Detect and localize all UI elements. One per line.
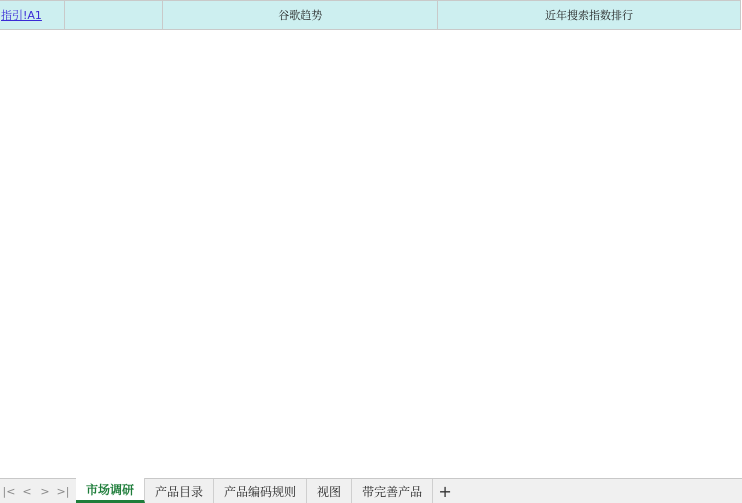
- sheet-tab-product-catalog[interactable]: 产品目录: [145, 479, 214, 503]
- sheet-tab-market-research[interactable]: 市场调研: [76, 478, 145, 503]
- sheet-tab-bar: [0, 478, 742, 503]
- sheet-tab-view[interactable]: 视图: [307, 479, 352, 503]
- header-row: [0, 1, 741, 30]
- sheet-tab-product-code-rules[interactable]: 产品编码规则: [214, 479, 307, 503]
- trends-header[interactable]: 谷歌趋势: [163, 1, 438, 30]
- cell-reference-link[interactable]: 指引!A1: [0, 1, 64, 30]
- next-sheet-icon[interactable]: >: [40, 484, 50, 498]
- ranking-header[interactable]: 近年搜索指数排行: [438, 1, 741, 30]
- market-research-table: [0, 0, 741, 30]
- last-sheet-icon[interactable]: >|: [56, 484, 70, 498]
- first-sheet-icon[interactable]: |<: [2, 484, 16, 498]
- header-blank-cell[interactable]: [64, 1, 162, 30]
- plus-icon[interactable]: +: [438, 481, 452, 501]
- sheet-tab-pending-products[interactable]: 带完善产品: [352, 479, 433, 503]
- prev-sheet-icon[interactable]: <: [22, 484, 32, 498]
